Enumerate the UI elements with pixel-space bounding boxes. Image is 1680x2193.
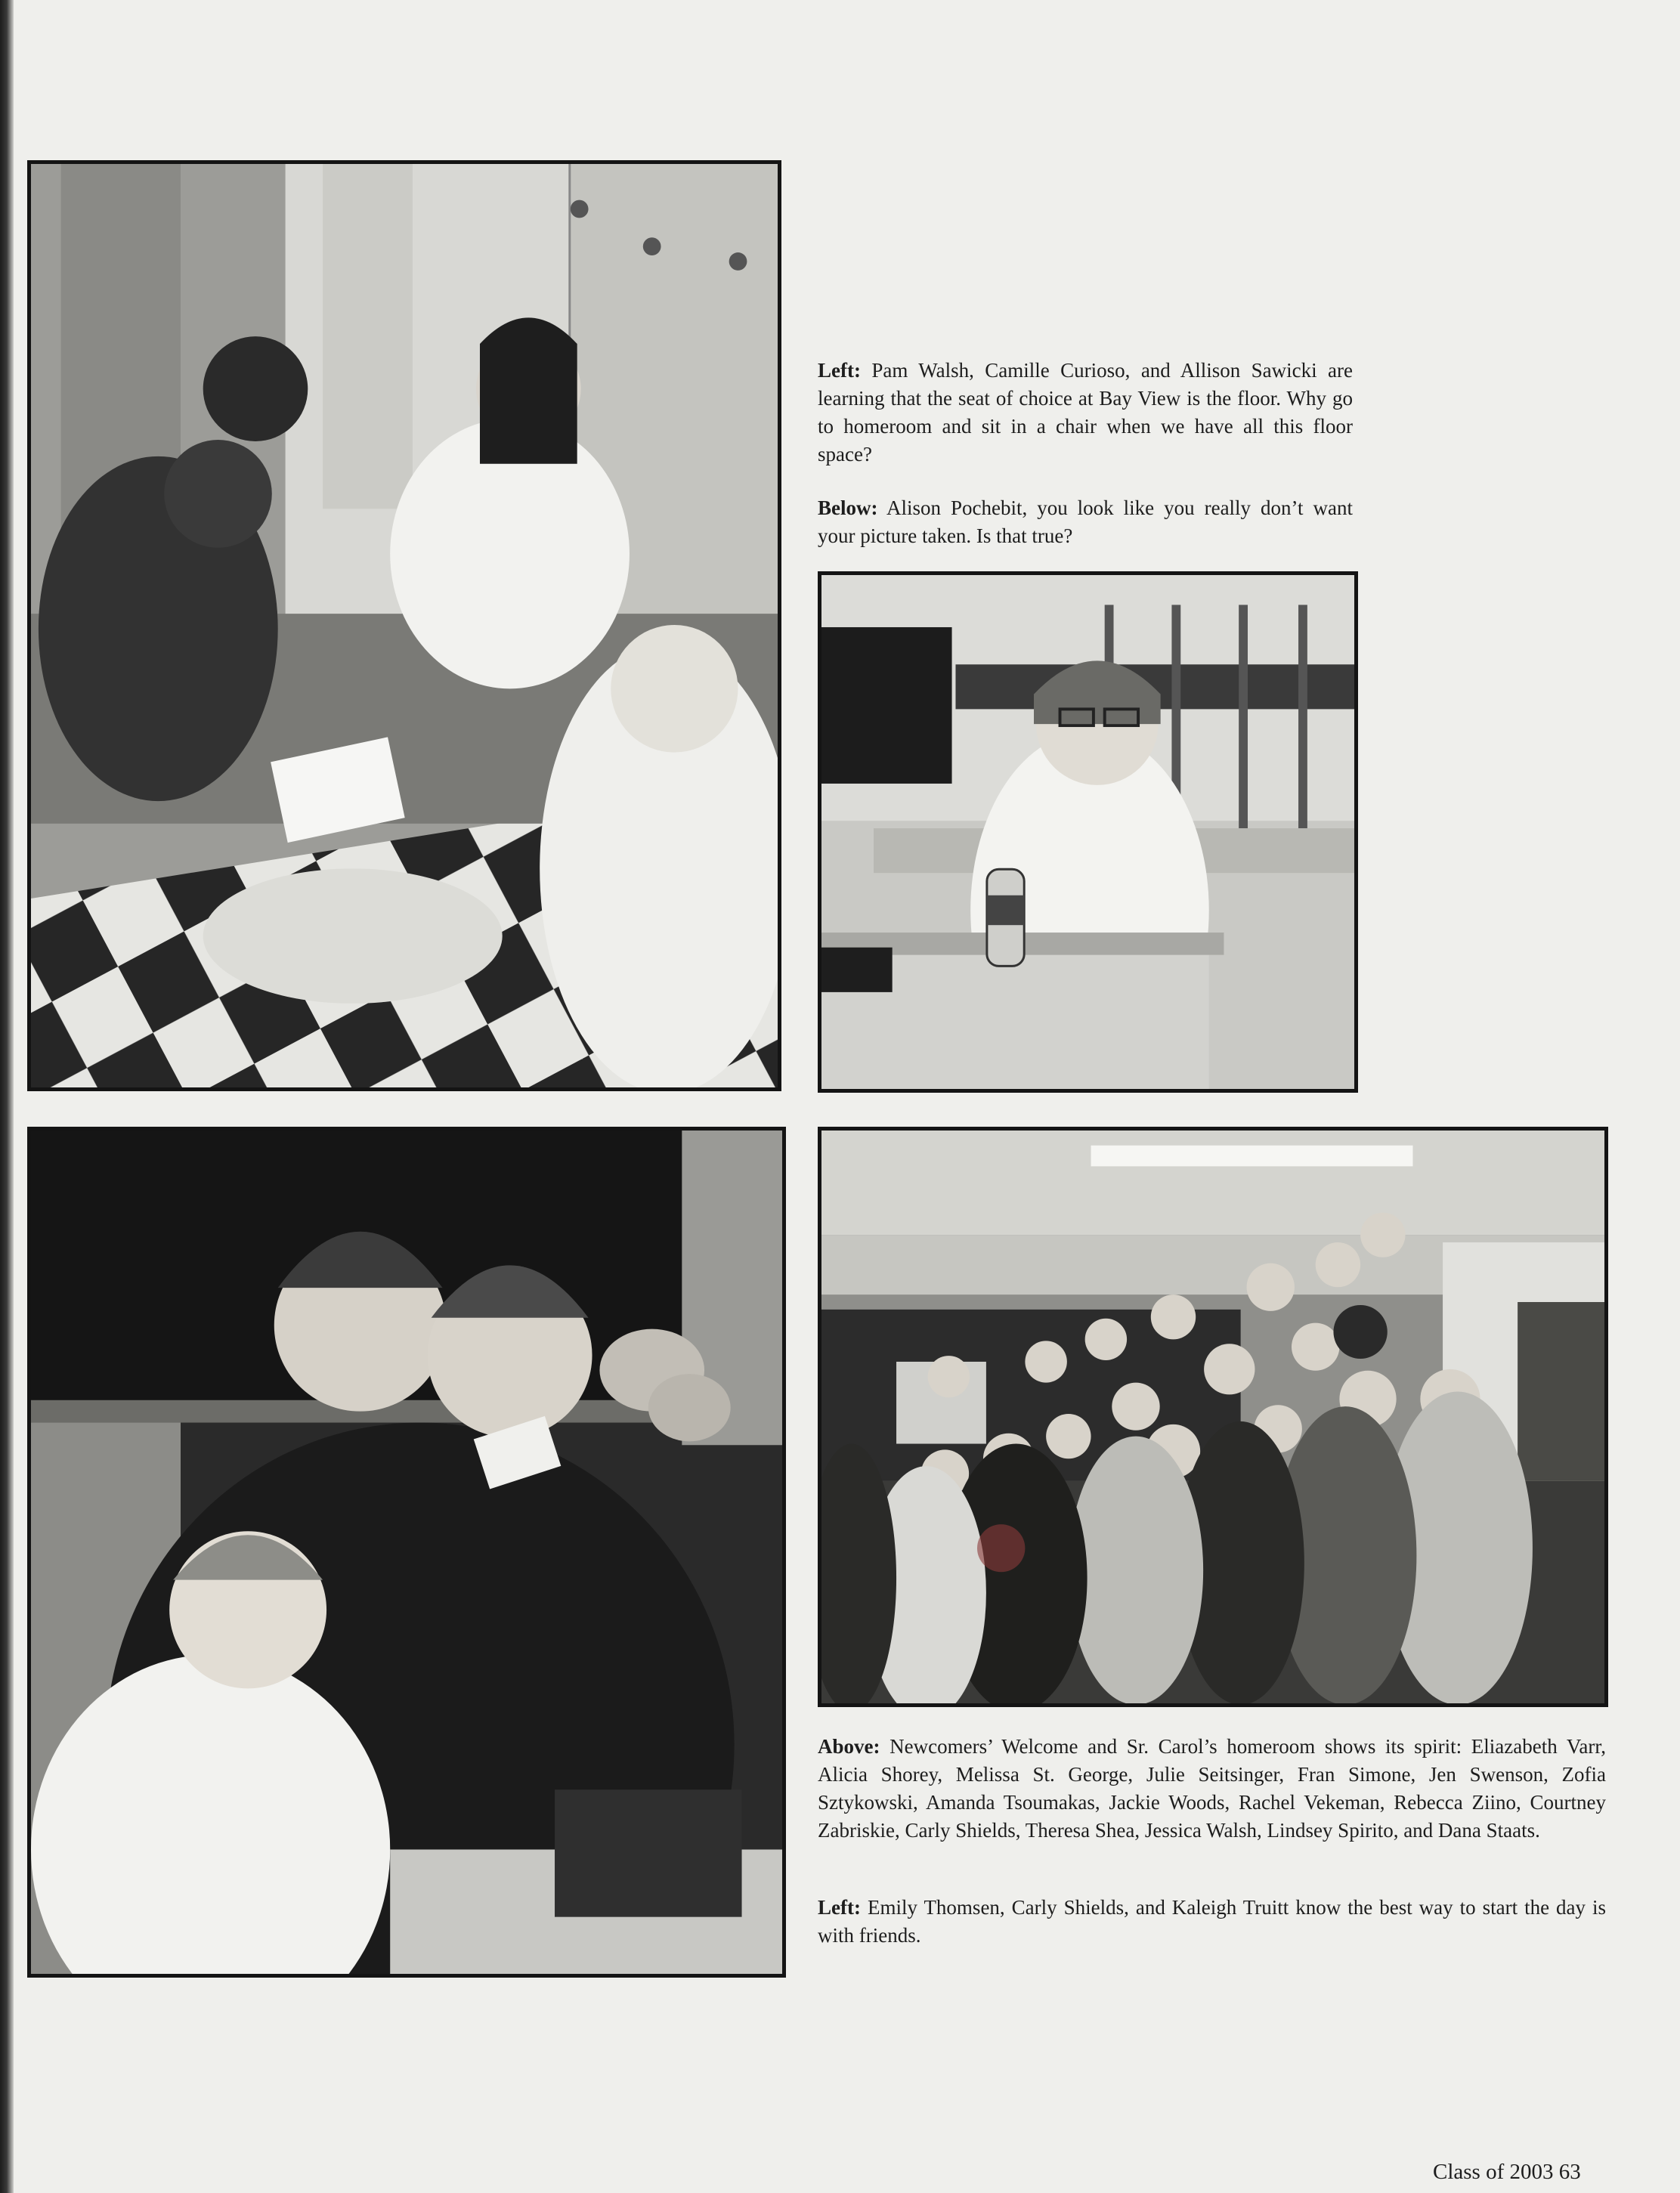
photo-floor-seating	[27, 160, 781, 1091]
page-number: 63	[1558, 2160, 1581, 2184]
caption-below-desk	[818, 494, 1353, 550]
page-binding-edge	[0, 0, 14, 2193]
caption-lead: Left:	[818, 359, 861, 382]
caption-text: Pam Walsh, Camille Curioso, and Allison Sawicki are learning that the seat of choice at Bay View is the floor. Why go to homeroom and sit in a chair when we have all this floor space?	[818, 359, 1353, 466]
caption-text: Alison Pochebit, you look like you really don’t want your picture taken. Is that true?	[818, 496, 1354, 547]
page-footer	[1433, 2160, 1581, 2185]
caption-lead: Below:	[818, 496, 878, 519]
photo-three-friends	[27, 1127, 786, 1978]
caption-lead: Left:	[818, 1896, 861, 1919]
caption-lead: Above:	[818, 1735, 880, 1758]
caption-above-homeroom	[818, 1733, 1606, 1845]
caption-left-floor	[818, 357, 1353, 469]
caption-text: Newcomers’ Welcome and Sr. Carol’s homeroom shows its spirit: Eliazabeth Varr, Alicia Shorey, Melissa St. George, Julie Seitsinger, Fran Simone, Jen Swenson, Zofia Sztykowski, Amanda Tsoumakas, Jackie Woods, Rachel Vekeman, Rebecca Ziino, Courtney Zabriskie, Carly Shields, Theresa Shea, Jessica Walsh, Lindsey Spirito, and Dana Staats.	[818, 1735, 1607, 1842]
photo-girl-at-desk	[818, 571, 1358, 1093]
caption-left-friends	[818, 1894, 1606, 1950]
class-label: Class of 2003	[1433, 2160, 1554, 2184]
caption-text: Emily Thomsen, Carly Shields, and Kaleigh Truitt know the best way to start the day is with friends.	[818, 1896, 1607, 1947]
photo-homeroom-group	[818, 1127, 1608, 1707]
